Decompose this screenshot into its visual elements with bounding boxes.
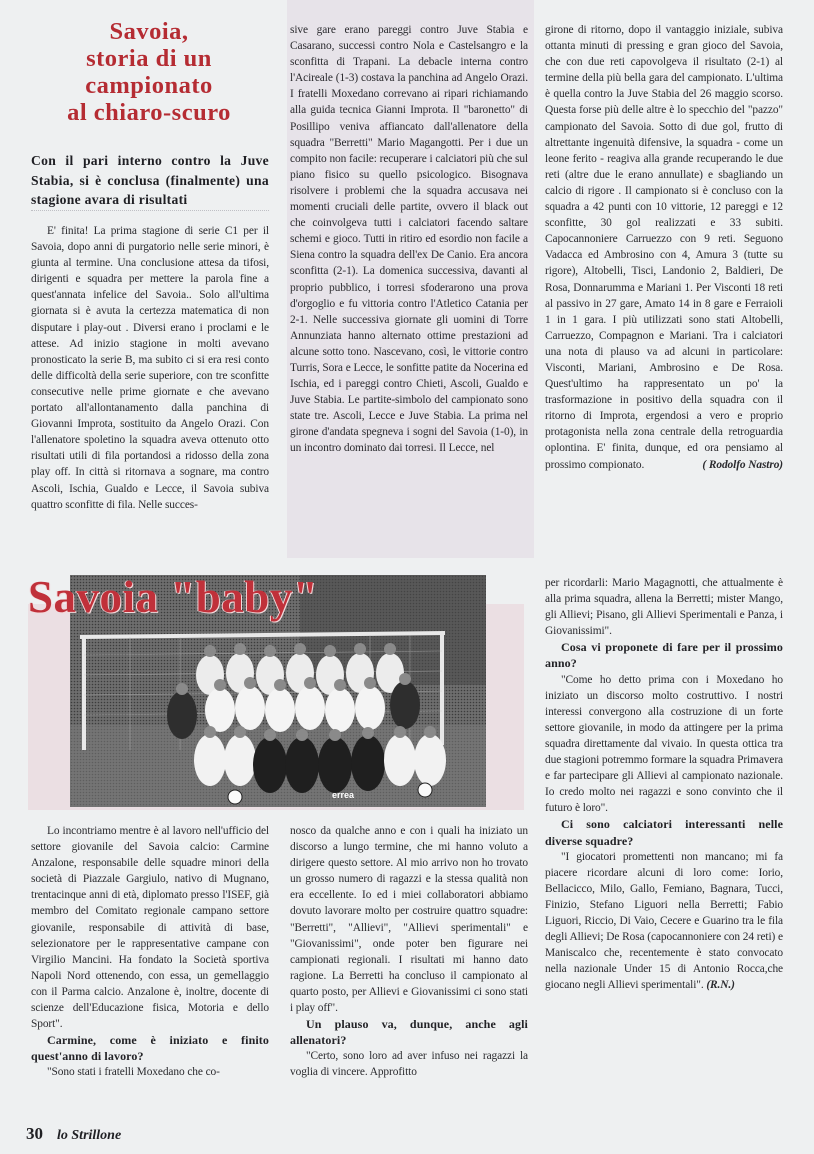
article1-column-3 — [545, 22, 783, 473]
page-number: 30 — [26, 1124, 43, 1143]
article1-column-2 — [290, 22, 528, 457]
paragraph-text: girone di ritorno, dopo il vantaggio iniziale, subiva ottanta minuti di pressing e gran gioco del Savoia, che con due reti capovolgeva il risultato (2-1) al termine della più bella gara del campionato. L'ultima è quella contro la Juve Stabia del 26 maggio scorso. Questa forse più delle altre è lo specchio del "pazzo" campionato del Savoia. Sotto di due gol, frutto di altrettante ingenuità difensive, la squadra - come un leone ferito - reagiva alla grande recuperando le due reti (altre due le erano annullate) e sbagliando un calcio di rigore . Il campionato si è concluso con la squadra a 42 punti con 10 vittorie, 12 pareggi e 12 sconfitte, 30 gol realizzati e 33 subiti. Capocannoniere Carruezzo con 9 reti. Seguono Vadacca ed Ambrosino con 4, Amura 3 (tutte su rigore), Altobelli, Tisci, Landonio 2, Baldieri, De Rosa, Donnarumma e Mariani 1. Per Visconti 18 reti al passivo in 27 gare, Amato 14 in 8 gare e Ferraioli 1 in 1 gara. I più utilizzati sono stati Altobelli, Carruezzo, Compagnon e Mariani. Tra i calciatori una nota di plauso va ad alcuni in particolare: Visconti, Mariani, Ambrosino e De Rosa. Quest'ultimo ha rappresentato un po' la trasformazione in positivo della squadra con il ritorno di Improta, ergendosi a vero e proprio protagonista nella zona centrale della retroguardia oplontina. E' finita, dunque, ed ora pensiamo al prossimo compionato. — [545, 24, 783, 471]
magazine-name: lo Strillone — [57, 1128, 122, 1143]
interview-question: Un plauso va, dunque, anche agli allenatori? — [290, 1017, 528, 1048]
article2-title: Savoia "baby" — [28, 572, 319, 622]
paragraph: Lo incontriamo mentre è al lavoro nell'ufficio del settore giovanile del Savoia calcio: Carmine Anzalone, responsabile delle squadre minori della società di Piazzale Gargiulo, nativo di Mugnano, trentacinque anni di età, diplomato presso l'ISEF, già membro del Comitato regionale campano settore giovanile, responsabile di attività di base, selezionatore per le rappresentative campane con Virgilio Mancini. Ha fondato la Società sportiva Napoli Nord ottenendo, con essa, un gemellaggio con il Parma calcio. Anzalone è, inoltre, docente di scienze dell'Educazione fisica, Motoria e dello Sport". — [31, 825, 269, 1031]
page-footer — [26, 1124, 121, 1144]
interview-question: Ci sono calciatori interessanti nelle diverse squadre? — [545, 817, 783, 848]
title-line: Savoia, — [109, 18, 189, 45]
divider — [31, 210, 269, 211]
title-line: storia di un — [86, 45, 212, 72]
paragraph: sive gare erano pareggi contro Juve Stabia e Casarano, successi contro Nola e Castelsangro e la sconfitta di Trapani. La debacle interna contro l'Acireale (1-3) costava la panchina ad Angelo Orazi. I fratelli Moxedano correvano ai ripari richiamando alla guida tecnica Gianni Improta. Il "baronetto" di Posillipo veniva affiancato dall'allenatore della squadra "Berretti" Mario Magangotti. Per i due un compito non facile: recuperare i calciatori più che sul piano fisico su quello psicologico. Bisognava risolvere i problemi che la squadra accusava nei momenti cruciali delle partite, ovvero il black out che coinvolgeva tutti i calciatori facendo saltare schemi e gioco. Tutti in ritiro ed esordio non facile a Siena contro la squadra dell'ex De Canio. Era ancora sconfitta (2-1). La domenica successiva, davanti al proprio pubblico, i torresi sfoderarono una prova d'orgoglio e fu vittoria contro l'Atletico Catania per 2-1. Nelle successiva giornate gli uomini di Torre Annunziata hanno alternato ottime prestazioni ad alcune sotto tono. Nascevano, così, le vittorie contro Turris, Sora e Lecce, le sonfitte patite da Nocerina ed Ischia, ed i pareggi contro Chieti, Ascoli, Gualdo e Juve Stabia. Le partite-simbolo del campionato sono state tre. Ascoli, Lecce e Juve Stabia. La prima nel girone d'andata spegneva i sogni del Savoia (1-0), in un incontro dominato dai torresi. Il Lecce, nel — [290, 24, 528, 455]
paragraph: "Come ho detto prima con i Moxedano ho iniziato un discorso molto costruttivo. I nostri interessi convergono alla costruzione di un forte settore giovanile, in modo da attingere per la prima squadra direttamente dal vivaio. In questa ottica tra due stagioni potremmo formare la squadra Primavera e far partecipare gli Allievi al campionato nazionale. Io credo molto nei ragazzi e sono convinto che il futuro è loro". — [545, 673, 783, 815]
article-title — [24, 18, 274, 126]
article2-column-1 — [31, 823, 269, 1081]
interview-question: Carmine, come è iniziato e finito quest'anno di lavoro? — [31, 1033, 269, 1064]
paragraph: "Certo, sono loro ad aver infuso nei ragazzi la voglia di vincere. Approfitto — [290, 1050, 528, 1079]
kit-sponsor-logo: errea — [332, 790, 355, 800]
article2-column-2 — [290, 823, 528, 1081]
article1-column-1 — [31, 223, 269, 513]
paragraph: nosco da qualche anno e con i quali ha iniziato un discorso a lungo termine, che mi hanno voluto a dirigere questo settore. Al mio arrivo non ho trovato un grosso numero di ragazzi e la stessa qualità non era eccellente. Io ed i miei collaboratori abbiamo dovuto lavorare molto per costruire quattro squadre: "Berretti", "Allievi", "Allievi sperimentali" e "Giovanissimi", onde poter ben figurare nei campionati regionali. I risultati mi hanno dato ragione. La Berretti ha concluso il campionato al quarto posto, per Allievi e Giovanissimi ci sono stati i play off". — [290, 825, 528, 1015]
paragraph: E' finita! La prima stagione di serie C1 per il Savoia, dopo anni di purgatorio nelle serie minori, è giunta al termine. Una conclusione attesa da tifosi, dirigenti e squadra per mettere la parola fine a quest'annata infelice del Savoia.. Solo all'ultima giornata si è avuta la certezza matematica di non disputare i play-out . Diversi erano i proclami e le attese. Ad inizio stagione in molti avevano pronosticato la serie B, ma subito ci si era resi conto delle difficoltà della serie superiore, con tre sconfitte consecutive nelle prime giornate e che avevano portato all'allontanamento dalla panchina di Giovanni Improta, sostituito da Angelo Orazi. Con l'allenatore spoletino la squadra aveva ottenuto otto risultati utili di fila portandosi a ridosso della zona play off. In città si ritornava a sognare, ma contro Ascoli, Ischia, Gualdo e Lecce, il Savoia subiva quattro sconfitte di fila. Nelle succes- — [31, 225, 269, 511]
article-subtitle: Con il pari interno contro la Juve Stabia, si è conclusa (finalmente) una stagione avara di risultati — [31, 153, 269, 207]
byline: ( Rodolfo Nastro) — [702, 458, 783, 471]
article2-column-3 — [545, 575, 783, 993]
paragraph-text: "I giocatori promettenti non mancano; mi fa piacere ricordare alcuni di loro come: Iorio, Bellacicco, Milo, Gallo, Femiano, Bagnara, Tucci, Finizio, Stefano Liguori nella Berretti; Fabio Liguori, Riccio, Di Vaio, Cecere e Guarino tra le fila degli Allievi; De Rosa (capocannoniere con 24 reti) e Maniscalco che, recentemente è stato convocato nella nazionale Under 15 di Antonio Rocca,che giocano negli Allievi sperimentali". — [545, 850, 783, 992]
title-line: campionato — [85, 72, 213, 99]
title-line: al chiaro-scuro — [67, 99, 231, 126]
paragraph: per ricordarli: Mario Magagnotti, che attualmente è alla prima squadra, allena la Berretti; mister Mango, gli Allievi; Pisano, gli Allievi Sperimentali e Panza, i Giovanissimi". — [545, 577, 783, 638]
paragraph — [545, 22, 783, 473]
paragraph: "Sono stati i fratelli Moxedano che co- — [47, 1066, 220, 1079]
interview-question: Cosa vi proponete di fare per il prossimo anno? — [545, 640, 783, 671]
signature: (R.N.) — [706, 979, 735, 992]
paragraph — [545, 849, 783, 994]
